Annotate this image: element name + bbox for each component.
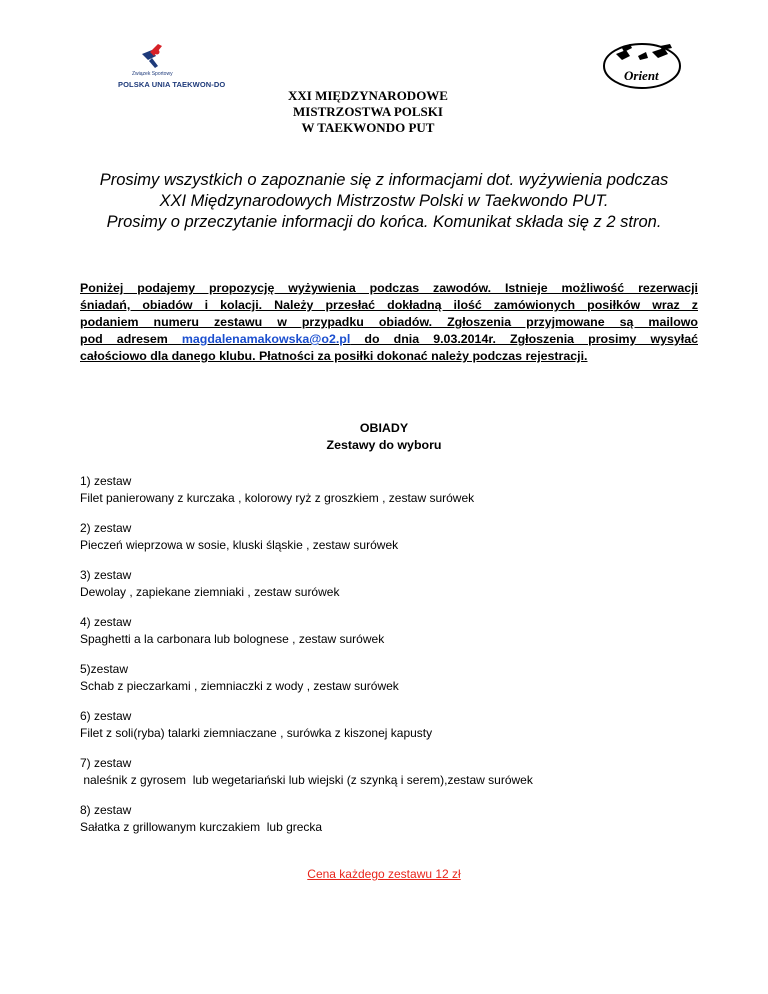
section-heading xyxy=(0,420,768,454)
menu-item-label: 5)zestaw xyxy=(80,662,129,676)
list-item xyxy=(80,661,700,694)
menu-item-description: Filet z soli(ryba) talarki ziemniaczane , surówka z kiszonej kapusty xyxy=(80,725,433,740)
list-item xyxy=(80,708,700,741)
event-title-line: XXI MIĘDZYNARODOWE xyxy=(288,88,448,103)
logo-small-text: Związek Sportowy xyxy=(132,71,173,77)
notice-line: całościowo dla danego klubu. Płatności za posiłki dokonać należy podczas rejestracji. xyxy=(80,349,588,363)
intro-line: Prosimy wszystkich o zapoznanie się z informacjami dot. wyżywienia podczas xyxy=(99,171,669,189)
list-item xyxy=(80,802,700,835)
menu-item-label: 2) zestaw xyxy=(80,521,132,535)
menu-item-label: 3) zestaw xyxy=(80,568,132,582)
intro-line: Prosimy o przeczytanie informacji do końca. Komunikat składa się z 2 stron. xyxy=(106,213,662,231)
notice-line: śniadań, obiadów i kolacji. Należy przesłać dokładną ilość zamówionych posiłków wraz z xyxy=(80,298,698,312)
menu-item-description: Filet panierowany z kurczaka , kolorowy ryż z groszkiem , zestaw surówek xyxy=(80,490,475,505)
list-item xyxy=(80,755,700,788)
menu-item-description: Spaghetti a la carbonara lub bolognese , zestaw surówek xyxy=(80,631,385,646)
logo-main-text: POLSKA UNIA TAEKWON-DO xyxy=(118,80,226,89)
menu-item-description: naleśnik z gyrosem lub wegetariański lub wiejski (z szynką i serem),zestaw surówek xyxy=(80,772,533,787)
menu-item-label: 1) zestaw xyxy=(80,474,132,488)
orient-logo xyxy=(600,40,684,92)
event-title xyxy=(288,88,448,136)
notice-line-with-email xyxy=(80,331,698,348)
orient-logo-text: Orient xyxy=(624,68,659,83)
menu-item-label: 7) zestaw xyxy=(80,756,132,770)
menu-item-label: 4) zestaw xyxy=(80,615,132,629)
menu-item-label: 8) zestaw xyxy=(80,803,132,817)
event-title-line: MISTRZOSTWA POLSKI xyxy=(293,104,443,119)
menu-item-description: Schab z pieczarkami , ziemniaczki z wody , zestaw surówek xyxy=(80,678,399,693)
list-item xyxy=(80,614,700,647)
orient-emblem-icon xyxy=(600,40,684,92)
price-note: Cena każdego zestawu 12 zł xyxy=(307,867,461,881)
notice-line: Poniżej podajemy propozycję wyżywienia podczas zawodów. Istnieje możliwość rezerwacji xyxy=(80,281,698,295)
event-title-line: W TAEKWONDO PUT xyxy=(301,120,435,135)
email-link[interactable]: magdalenamakowska@o2.pl xyxy=(181,332,351,346)
list-item xyxy=(80,520,700,553)
notice-text: do dnia 9.03.2014r. Zgłoszenia prosimy wysyłać xyxy=(350,332,698,346)
intro-paragraph xyxy=(0,170,768,233)
list-item xyxy=(80,473,700,506)
intro-line: XXI Międzynarodowych Mistrzostw Polski w Taekwondo PUT. xyxy=(159,192,609,210)
menu-list xyxy=(80,473,700,849)
polska-unia-taekwondo-logo xyxy=(112,40,226,92)
order-notice xyxy=(80,280,698,365)
section-title: OBIADY xyxy=(359,421,409,435)
menu-item-description: Sałatka z grillowanym kurczakiem lub grecka xyxy=(80,819,323,834)
notice-line: podaniem numeru zestawu w przypadku obiadów. Zgłoszenia przyjmowane są mailowo xyxy=(80,315,698,329)
list-item xyxy=(80,567,700,600)
section-subtitle: Zestawy do wyboru xyxy=(326,438,442,452)
menu-item-description: Pieczeń wieprzowa w sosie, kluski śląskie , zestaw surówek xyxy=(80,537,399,552)
menu-item-label: 6) zestaw xyxy=(80,709,132,723)
notice-text: pod adresem xyxy=(80,332,182,346)
menu-item-description: Dewolay , zapiekane ziemniaki , zestaw surówek xyxy=(80,584,340,599)
